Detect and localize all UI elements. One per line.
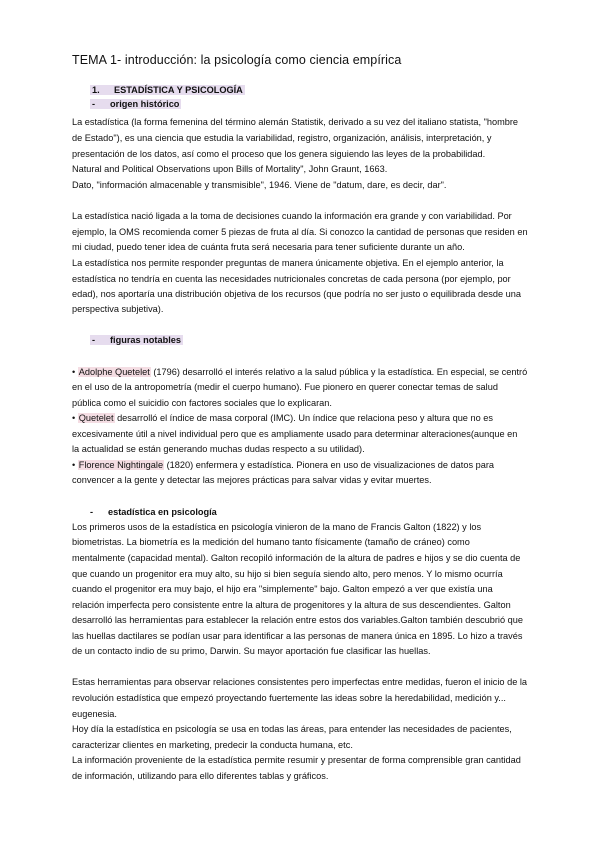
bullet-text: desarrolló el índice de masa corporal (IMC). Un índice que relaciona peso y altura que no es bbox=[114, 413, 493, 423]
bullet-line bbox=[72, 459, 494, 471]
paragraph-line: convencer a la gente y detectar las mejores prácticas para salvar vidas y evitar muertes. bbox=[72, 475, 432, 485]
bullet-icon: • bbox=[72, 413, 76, 423]
subheading-figuras bbox=[90, 334, 183, 346]
paragraph-line: caracterizar clientes en marketing, predecir la conducta humana, etc. bbox=[72, 740, 353, 750]
paragraph-line: de Estado"), es una ciencia que estudia la variabilidad, registro, organización, análisis, interpretación, y bbox=[72, 133, 492, 143]
paragraph-line: eugenesia. bbox=[72, 709, 117, 719]
bullet-text: (1796) desarrolló el interés relativo a la salud pública y la estadística. En especial, se centró bbox=[150, 367, 528, 377]
paragraph-line: Los primeros usos de la estadística en psicología vinieron de la mano de Francis Galton (1822) y los bbox=[72, 522, 482, 532]
subheading-origen bbox=[90, 98, 181, 110]
subheading-dash: - bbox=[92, 335, 96, 345]
paragraph-line: Hoy día la estadística en psicología se usa en todas las áreas, para entender las necesidades de pacientes, bbox=[72, 724, 512, 734]
paragraph-line: ejemplo, la OMS recomienda comer 5 piezas de fruta al día. Si conozco la cantidad de personas que residen en bbox=[72, 227, 528, 237]
paragraph-line: las huellas dactilares se podían usar para identificar a las personas de manera única en 1895. Lo hizo a través bbox=[72, 631, 523, 641]
paragraph-line: la actualidad se están generando muchas dudas respecto a su utilidad). bbox=[72, 444, 365, 454]
paragraph-line: de información, utilizando para ello diferentes tablas y gráficos. bbox=[72, 771, 329, 781]
highlighted-name: Florence Nightingale bbox=[78, 460, 164, 470]
paragraph-line: mentalmente (capacidad mental). Galton recopiló información de la altura de padres e hijos y se dio cuenta de bbox=[72, 553, 521, 563]
paragraph-line: Dato, "información almacenable y transmisible", 1946. Viene de "datum, dare, es decir, dar". bbox=[72, 180, 447, 190]
subheading-dash: - bbox=[92, 99, 96, 109]
paragraph-line: excesivamente útil a nivel individual pero que es ampliamente usado para determinar alteraciones(aunque en bbox=[72, 429, 518, 439]
paragraph-line: mi ciudad, puedo tener idea de cuánta fruta será necesaria para tener suficiente durante un año. bbox=[72, 242, 465, 252]
paragraph-line: biometristas. La biometría es la medición del humano tanto físicamente (tamaño de cráneo) como bbox=[72, 537, 470, 547]
paragraph-line: relación imperfecta pero consistente entre la altura de progenitores y la altura de sus descendientes. Galton bbox=[72, 600, 511, 610]
paragraph-line: Estas herramientas para observar relaciones consistentes pero imperfectas entre medidas, fueron el inicio de la bbox=[72, 677, 528, 687]
paragraph-line: La estadística (la forma femenina del término alemán Statistik, derivado a su vez del italiano statista, "hombre bbox=[72, 117, 519, 127]
section-heading-highlight bbox=[90, 85, 245, 95]
paragraph-line: edad), nos aportaría una distribución objetiva de los recursos (que podría no ser justo o equilibrada desde una bbox=[72, 289, 521, 299]
bullet-line bbox=[72, 366, 527, 378]
bullet-icon: • bbox=[72, 367, 76, 377]
subheading-text: estadística en psicología bbox=[108, 507, 217, 517]
paragraph-line: de un contacto indio de su primo, Darwin. Su mayor aportación fue clasificar las huellas. bbox=[72, 646, 431, 656]
section-heading-1 bbox=[90, 84, 245, 96]
bullet-icon: • bbox=[72, 460, 76, 470]
section-number: 1. bbox=[92, 85, 100, 95]
bullet-line bbox=[72, 412, 493, 424]
subheading-highlight bbox=[90, 335, 183, 345]
section-heading-text: ESTADÍSTICA Y PSICOLOGÍA bbox=[114, 85, 243, 95]
subheading-estadistica bbox=[90, 506, 217, 518]
paragraph-line: que cuando un progenitor era muy alto, su hijo si bien seguía siendo alto, pero menos. Y lo mismo ocurría bbox=[72, 569, 503, 579]
paragraph-line: La estadística nació ligada a la toma de decisiones cuando la información era grande y con variabilidad. Por bbox=[72, 211, 512, 221]
paragraph-line: perspectiva subjetiva). bbox=[72, 304, 164, 314]
subheading-text: figuras notables bbox=[110, 335, 181, 345]
paragraph-line: revolución estadística que empezó proyectando fuertemente las ideas sobre la heredabilidad, medición y... bbox=[72, 693, 506, 703]
paragraph-line: Natural and Political Observations upon Bills of Mortality", John Graunt, 1663. bbox=[72, 164, 388, 174]
bullet-text: (1820) enfermera y estadística. Pionera en uso de visualizaciones de datos para bbox=[164, 460, 494, 470]
highlighted-name: Adolphe Quetelet bbox=[78, 367, 150, 377]
subheading-highlight bbox=[90, 99, 181, 109]
subheading-dash: - bbox=[90, 507, 94, 517]
page-title: TEMA 1- introducción: la psicología como ciencia empírica bbox=[72, 53, 402, 67]
paragraph-line: estadística no tendría en cuenta las necesidades nutricionales concretas de cada persona (por ejemplo, por bbox=[72, 274, 511, 284]
paragraph-line: desarrolló las herramientas para establecer la relación entre estos dos variables.Galton también descubrió que bbox=[72, 615, 523, 625]
paragraph-line: en el uso de la antropometría (medir el cuerpo humano). Fue pionero en querer conectar temas de salud bbox=[72, 382, 498, 392]
paragraph-line: presentación de los datos, así como el proceso que los genera siguiendo las leyes de la probabilidad. bbox=[72, 149, 486, 159]
highlighted-name: Quetelet bbox=[78, 413, 114, 423]
subheading-text: origen histórico bbox=[110, 99, 180, 109]
paragraph-line: La información proveniente de la estadística permite resumir y presentar de forma comprensible gran cantidad bbox=[72, 755, 521, 765]
paragraph-line: pública como el suicidio con factores sociales que lo explicaran. bbox=[72, 398, 332, 408]
paragraph-line: La estadística nos permite responder preguntas de manera únicamente objetiva. En el ejemplo anterior, la bbox=[72, 258, 504, 268]
paragraph-line: cuando el progenitor era muy bajo, el hijo era "simplemente" bajo. Galton empezó a ver que existía una bbox=[72, 584, 493, 594]
